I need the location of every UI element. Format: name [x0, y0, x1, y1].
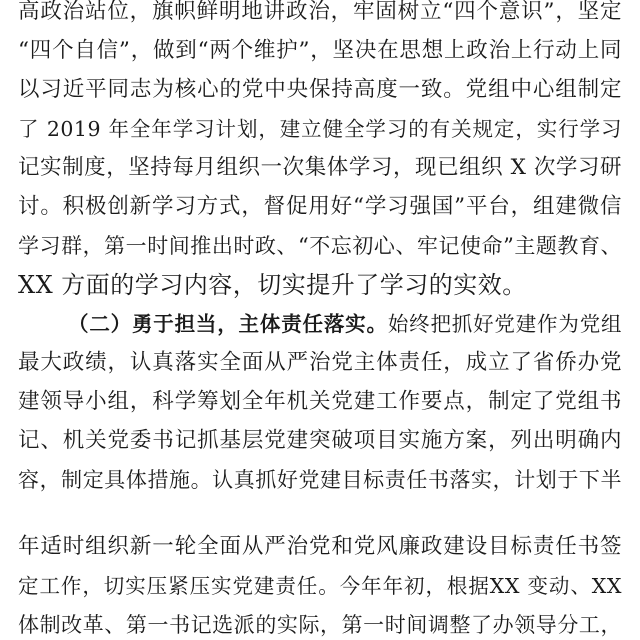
text-line: 最大政绩，认真落实全面从严治党主体责任，成立了省侨办党: [18, 350, 622, 375]
text-line: 以习近平同志为核心的党中央保持高度一致。党组中心组制定: [18, 77, 622, 102]
text-line: 容，制定具体措施。认真抓好党建目标责任书落实，计划于下半: [18, 468, 622, 492]
text-line: 记、机关党委书记抓基层党建突破项目实施方案，列出明确内: [18, 428, 622, 453]
text-line: “四个自信”，做到“两个维护”，坚决在思想上政治上行动上同: [18, 38, 622, 63]
text-line: 了 2019 年全年学习计划，建立健全学习的有关规定，实行学习: [18, 117, 622, 141]
text-line: XX 方面的学习内容，切实提升了学习的实效。: [18, 271, 527, 299]
text-line: 讨。积极创新学习方式，督促用好“学习强国”平台，组建微信: [18, 194, 622, 219]
text-line: 年适时组织新一轮全面从严治党和党风廉政建设目标责任书签: [18, 534, 622, 559]
text-line: 体制改革、第一书记选派的实际，第一时间调整了办领导分工，: [18, 613, 622, 637]
text-line: 高政治站位，旗帜鲜明地讲政治，牢固树立“四个意识”，坚定: [18, 0, 622, 24]
text-line: 定工作，切实压紧压实党建责任。今年年初，根据XX 变动、XX: [18, 574, 622, 598]
section-heading-line: [68, 304, 622, 344]
text-line: 学习群，第一时间推出时政、“不忘初心、牢记使命”主题教育、: [18, 234, 622, 258]
section-heading-rest: 始终把抓好党建作为党组: [387, 312, 623, 336]
text-line: 建领导小组，科学筹划全年机关党建工作要点，制定了党组书: [18, 389, 622, 414]
text-line: 记实制度，坚持每月组织一次集体学习，现已组织 X 次学习研: [18, 155, 622, 180]
section-heading: （二）勇于担当，主体责任落实。: [68, 312, 388, 336]
